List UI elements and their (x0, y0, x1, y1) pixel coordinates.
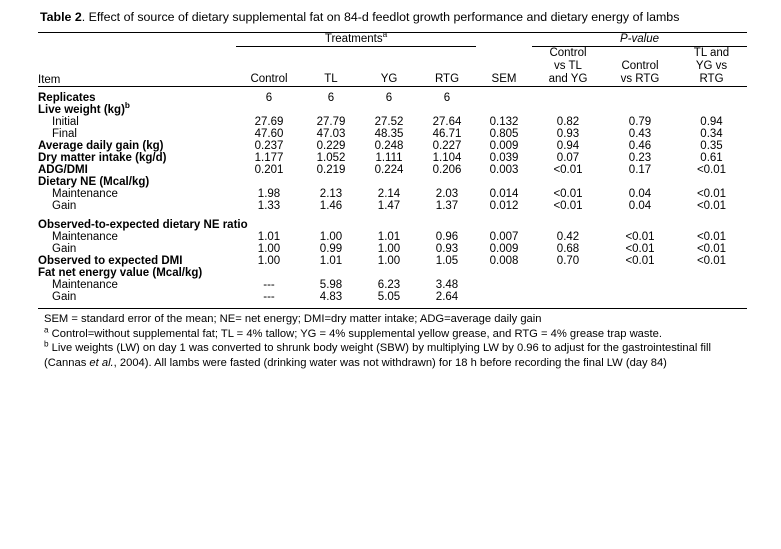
row-value: 0.70 (556, 255, 580, 267)
row-value: 2.64 (435, 291, 459, 303)
row-value: 6 (327, 92, 335, 104)
row-value: 1.01 (319, 255, 343, 267)
row-value: 1.98 (257, 188, 281, 200)
table-row (38, 104, 747, 116)
table-row (38, 231, 747, 243)
row-label: Observed to expected DMI (38, 255, 183, 267)
row-value: 1.052 (316, 152, 346, 164)
row-value (532, 104, 604, 116)
row-value: 1.00 (257, 243, 281, 255)
row-value: 0.04 (628, 188, 652, 200)
row-label: Maintenance (52, 231, 118, 243)
row-value (532, 291, 604, 303)
treatments-group-label: Treatments (324, 33, 383, 45)
table-row (38, 255, 747, 267)
pvalue-group-header (532, 33, 747, 47)
row-value: 46.71 (432, 128, 462, 140)
row-value (476, 176, 532, 188)
table-row (38, 291, 747, 303)
row-value: 0.014 (489, 188, 519, 200)
row-value: 0.43 (628, 128, 652, 140)
table-number: Table 2 (40, 10, 82, 24)
row-value: 27.64 (432, 116, 462, 128)
pvalue-group-label: P-value (620, 33, 659, 45)
row-value (676, 176, 747, 188)
col-header-item: Item (38, 74, 61, 86)
row-value: 0.009 (489, 140, 519, 152)
row-value: 0.219 (316, 164, 346, 176)
row-value (360, 219, 418, 231)
row-value: 0.132 (489, 116, 519, 128)
row-value: 1.37 (435, 200, 459, 212)
row-value: 0.17 (628, 164, 652, 176)
row-value: 27.69 (254, 116, 284, 128)
col-header-tl: TL (324, 73, 338, 85)
row-value: 2.03 (435, 188, 459, 200)
table-row (38, 152, 747, 164)
row-value: 4.83 (319, 291, 343, 303)
row-label: Observed-to-expected dietary NE ratio (38, 219, 248, 231)
row-label: Gain (52, 200, 77, 212)
table-caption-text: . Effect of source of dietary supplemental fat on 84-d feedlot growth performance and dietary energy of lambs (81, 10, 680, 24)
row-value (418, 104, 476, 116)
row-value: 27.52 (374, 116, 404, 128)
row-label: Fat net energy value (Mcal/kg) (38, 267, 203, 279)
row-value: 47.60 (254, 128, 284, 140)
table-footnotes (38, 312, 753, 370)
row-value: 0.201 (254, 164, 284, 176)
row-value: 0.039 (489, 152, 519, 164)
row-value: 0.96 (435, 231, 459, 243)
row-value: 1.01 (257, 231, 281, 243)
table-row (38, 128, 747, 140)
row-label: Replicates (38, 92, 96, 104)
row-value (360, 176, 418, 188)
row-value: <0.01 (625, 243, 655, 255)
row-value: 0.23 (628, 152, 652, 164)
row-value (604, 267, 676, 279)
row-label: Gain (52, 291, 77, 303)
row-value: 0.61 (700, 152, 723, 164)
row-value (676, 104, 747, 116)
row-value (360, 104, 418, 116)
row-value: 0.009 (489, 243, 519, 255)
row-value: 0.012 (489, 200, 519, 212)
row-value: 48.35 (374, 128, 404, 140)
row-value: 1.01 (377, 231, 401, 243)
row-value (418, 267, 476, 279)
table-row (38, 279, 747, 291)
table-row (38, 200, 747, 212)
row-value (418, 219, 476, 231)
column-header-row (38, 47, 747, 86)
row-value (676, 279, 747, 291)
col-header-sem: SEM (491, 73, 517, 85)
row-value: 6 (385, 92, 393, 104)
row-value: <0.01 (553, 164, 583, 176)
row-value: 0.99 (319, 243, 343, 255)
row-value: 0.229 (316, 140, 346, 152)
row-value: 1.05 (435, 255, 459, 267)
col-header-p3: TL and YG vs RTG (693, 47, 730, 85)
table-row (38, 243, 747, 255)
row-value (476, 279, 532, 291)
row-value: --- (263, 291, 275, 303)
row-value: 0.82 (556, 116, 580, 128)
row-value: 5.98 (319, 279, 343, 291)
row-value (604, 92, 676, 104)
row-value (604, 104, 676, 116)
row-value: 0.805 (489, 128, 519, 140)
row-value: 0.237 (254, 140, 284, 152)
row-value: 0.79 (628, 116, 652, 128)
row-value: 0.224 (374, 164, 404, 176)
row-label: Average daily gain (kg) (38, 140, 164, 152)
row-value: 47.03 (316, 128, 346, 140)
row-value (676, 267, 747, 279)
table-row (38, 140, 747, 152)
col-header-rtg: RTG (434, 73, 460, 85)
table-row (38, 188, 747, 200)
row-value: 0.008 (489, 255, 519, 267)
row-label: Maintenance (52, 279, 118, 291)
row-label: Dry matter intake (kg/d) (38, 152, 167, 164)
row-value (302, 104, 360, 116)
row-value: 2.13 (319, 188, 343, 200)
table-bottom-rule (38, 308, 747, 309)
row-value: <0.01 (625, 231, 655, 243)
row-value: <0.01 (553, 188, 583, 200)
row-value: 1.00 (319, 231, 343, 243)
row-value: <0.01 (625, 255, 655, 267)
treatments-group-header (236, 30, 476, 47)
table-row (38, 267, 747, 279)
row-value: 1.104 (432, 152, 462, 164)
group-header-row (38, 33, 747, 47)
section-spacer (38, 212, 747, 219)
row-value: 0.227 (432, 140, 462, 152)
row-label: Live weight (kg)$^b$ (38, 101, 130, 116)
row-value: 5.05 (377, 291, 401, 303)
footnote-b: $^b$ Live weights (LW) on day 1 was converted to shrunk body weight (SBW) by multiplying LW by 0.96 to adjust for the gastrointestinal fill (Cannas et al., 2004). All lambs were fasted (drinking water was not withdrawn) for 18 h before recording the final LW (day 84) (44, 339, 711, 369)
row-value (604, 291, 676, 303)
footnote-general: SEM = standard error of the mean; NE= net energy; DMI=dry matter intake; ADG=average daily gain (44, 313, 542, 325)
row-value (236, 104, 302, 116)
row-value: <0.01 (696, 231, 727, 243)
row-value: 0.94 (700, 116, 723, 128)
row-value (604, 176, 676, 188)
row-value (476, 92, 532, 104)
row-value: 0.206 (432, 164, 462, 176)
row-label: Final (52, 128, 77, 140)
row-value: 3.48 (435, 279, 459, 291)
row-value: 1.00 (257, 255, 281, 267)
col-header-p2: Control vs RTG (620, 60, 660, 85)
table-row (38, 219, 747, 231)
row-value: 0.34 (700, 128, 723, 140)
row-value: 0.94 (556, 140, 580, 152)
row-value: 6.23 (377, 279, 401, 291)
row-value: 2.14 (377, 188, 401, 200)
row-value (476, 104, 532, 116)
treatments-group-sup: a (382, 30, 388, 40)
table-row (38, 116, 747, 128)
row-value (302, 219, 360, 231)
row-value (236, 176, 302, 188)
row-value (476, 219, 532, 231)
row-value (604, 279, 676, 291)
row-value (476, 267, 532, 279)
table-row (38, 176, 747, 188)
row-value: 27.79 (316, 116, 346, 128)
row-value: <0.01 (696, 188, 727, 200)
row-value (676, 92, 747, 104)
row-value (418, 176, 476, 188)
row-value: 0.07 (556, 152, 580, 164)
row-value (476, 291, 532, 303)
row-value: 0.46 (628, 140, 652, 152)
row-label: Maintenance (52, 188, 118, 200)
row-value (532, 92, 604, 104)
row-value (302, 176, 360, 188)
table-row (38, 164, 747, 176)
col-header-p1: Control vs TL and YG (548, 47, 588, 85)
row-value (604, 219, 676, 231)
row-value (676, 291, 747, 303)
table-caption (38, 10, 747, 25)
row-value: <0.01 (553, 200, 583, 212)
row-value: 0.248 (374, 140, 404, 152)
row-value (302, 267, 360, 279)
row-label: Initial (52, 116, 79, 128)
results-table (38, 32, 747, 309)
row-value: 1.00 (377, 255, 401, 267)
row-value: 0.68 (556, 243, 580, 255)
row-label: Dietary NE (Mcal/kg) (38, 176, 150, 188)
row-value: 1.47 (377, 200, 401, 212)
row-value: 0.42 (556, 231, 580, 243)
row-value: <0.01 (696, 164, 727, 176)
row-value: 1.00 (377, 243, 401, 255)
row-value: <0.01 (696, 255, 727, 267)
row-value: 1.177 (254, 152, 284, 164)
row-value: <0.01 (696, 200, 727, 212)
row-value (676, 219, 747, 231)
row-value (532, 279, 604, 291)
row-value: 6 (265, 92, 273, 104)
row-value: 0.007 (489, 231, 519, 243)
row-label: Gain (52, 243, 77, 255)
row-value: 6 (443, 92, 451, 104)
row-value: 0.93 (435, 243, 459, 255)
row-value: --- (263, 279, 275, 291)
col-header-control: Control (250, 73, 288, 85)
footnote-a: $^a$ Control=without supplemental fat; TL = 4% tallow; YG = 4% supplemental yellow grease, and RTG = 4% grease trap waste. (44, 324, 662, 340)
row-value (532, 219, 604, 231)
col-header-yg: YG (380, 73, 398, 85)
row-value (532, 267, 604, 279)
row-value: 0.04 (628, 200, 652, 212)
table-row (38, 92, 747, 104)
row-value: <0.01 (696, 243, 727, 255)
row-value: 1.46 (319, 200, 343, 212)
row-value: 0.93 (556, 128, 580, 140)
row-value: 0.003 (489, 164, 519, 176)
row-label: ADG/DMI (38, 164, 88, 176)
row-value: 1.33 (257, 200, 281, 212)
row-value (236, 267, 302, 279)
row-value: 0.35 (700, 140, 723, 152)
row-value (360, 267, 418, 279)
row-value: 1.111 (375, 152, 403, 164)
row-value (532, 176, 604, 188)
